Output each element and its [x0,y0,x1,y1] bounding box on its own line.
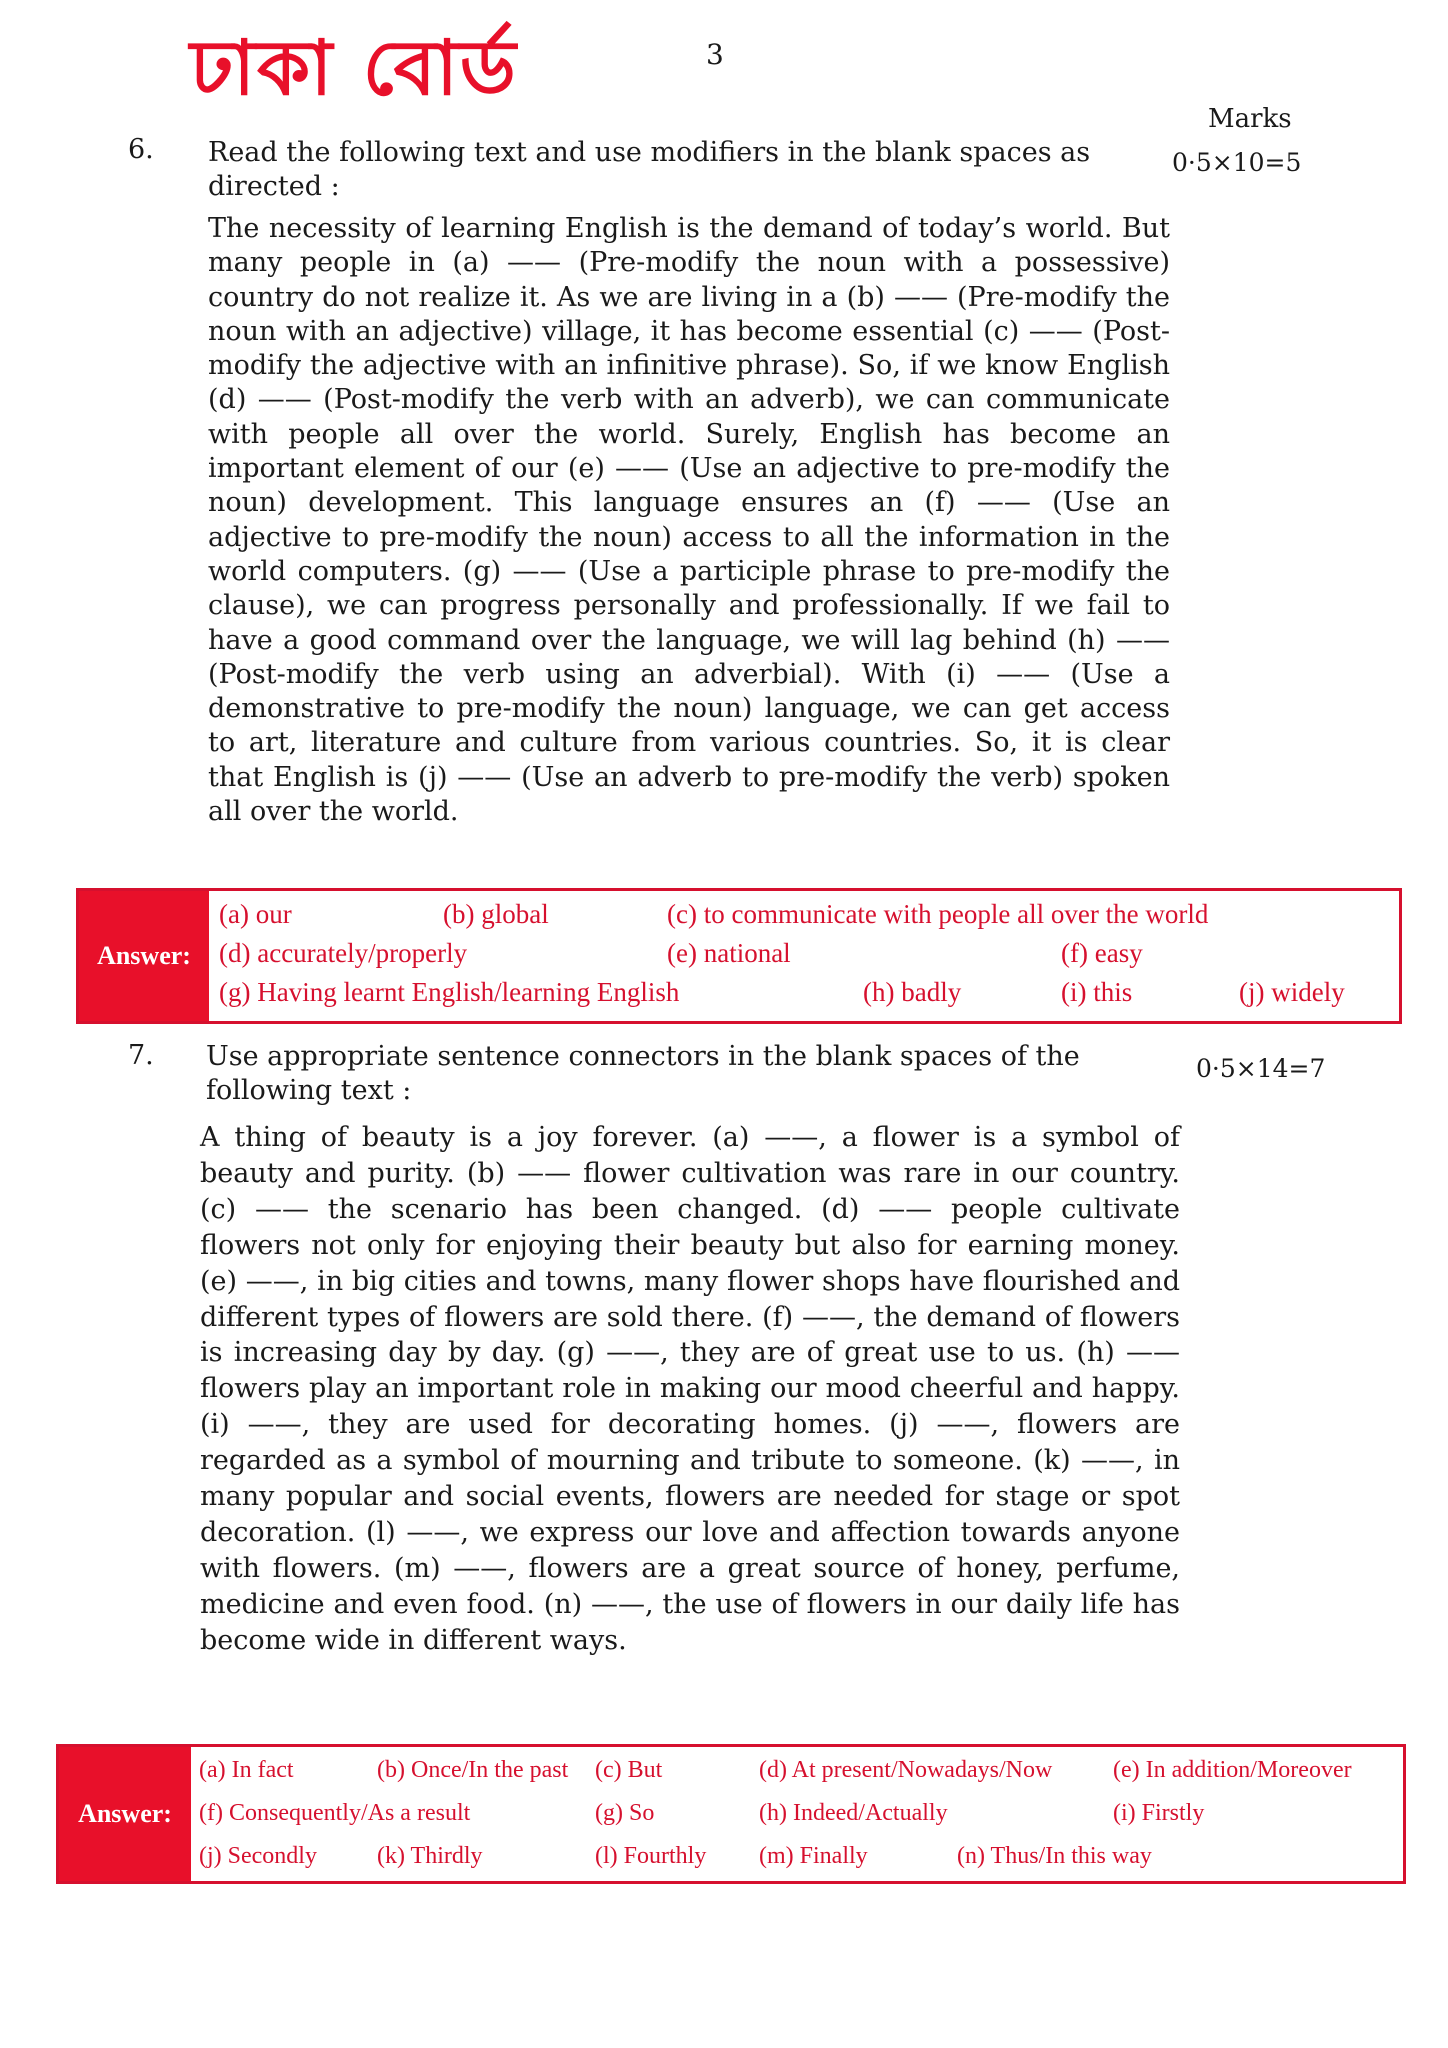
q6-answer-f: (f) easy [1061,938,1143,968]
q7-answer-m: (m) Finally [759,1843,868,1869]
q7-marks: 0·5×14=7 [1196,1054,1326,1083]
q7-answer-label: Answer: [59,1747,191,1881]
q7-number: 7. [128,1040,154,1071]
marks-heading: Marks [1208,104,1292,134]
q6-answer-d: (d) accurately/properly [219,938,468,968]
q7-answer-n: (n) Thus/In this way [957,1843,1152,1869]
q7-answer-l: (l) Fourthly [595,1843,707,1869]
q6-answer-label: Answer: [79,891,209,1021]
q7-answer-j: (j) Secondly [199,1843,317,1869]
q6-answer-i: (i) this [1061,977,1133,1007]
q6-number: 6. [128,134,154,165]
q6-instruction: Read the following text and use modifiers in the blank spaces as directed : [208,137,1091,202]
q7-passage [200,1120,1180,1659]
q6-marks: 0·5×10=5 [1172,148,1302,177]
page-number: 3 [706,38,724,71]
q7-answer-k: (k) Thirdly [377,1843,483,1869]
q7-answer-d: (d) At present/Nowadays/Now [759,1757,1053,1783]
q7-answer-b: (b) Once/In the past [377,1757,569,1783]
q7-answer-h: (h) Indeed/Actually [759,1800,948,1826]
q6-answer-h: (h) badly [863,977,962,1007]
q7-instruction: Use appropriate sentence connectors in the blank spaces of the following text : [206,1041,1080,1106]
q7-answer-box [56,1744,1406,1884]
q7-answer-g: (g) So [595,1800,655,1826]
board-logo-text: ঢাকা বোর্ড [190,23,518,112]
q6-answer-b: (b) global [443,899,549,929]
q6-answer-e: (e) national [667,938,791,968]
q7-passage-text: A thing of beauty is a joy forever. (a) ——, a flower is a symbol of beauty and purity. (b) —— flower cultivation was rare in our country. (c) —— the scenario has been changed. (d) —— people cultivate flowers not only for enjoying their beauty but also for earning money. (e) ——, in big cities and towns, many flower shops have flourished and different types of flowers are sold there. (f) ——, the demand of flowers is increasing day by day. (g) ——, they are of great use to us. (h) —— flowers play an important role in making our mood cheerful and happy. (i) ——, they are used for decorating homes. (j) ——, flowers are regarded as a symbol of mourning and tribute to someone. (k) ——, in many popular and social events, flowers are needed for stage or spot decoration. (l) ——, we express our love and affection towards anyone with flowers. (m) ——, flowers are a great source of honey, perfume, medicine and even food. (n) ——, the use of flowers in our daily life has become wide in different ways. [200,1122,1180,1656]
q6-passage [208,212,1170,829]
q7-answer-e: (e) In addition/Moreover [1113,1757,1352,1783]
q7-answer-a: (a) In fact [199,1757,294,1783]
q6-answer-c: (c) to communicate with people all over the world [667,899,1209,929]
q6-passage-text: The necessity of learning English is the demand of today’s world. But many people in (a) —— (Pre-modify the noun with a possessive) country do not realize it. As we are living in a (b) —— (Pre-modify the noun with an adjective) village, it has become essential (c) —— (Post-modify the adjective with an infinitive phrase). So, if we know English (d) —— (Post-modify the verb with an adverb), we can communicate with people all over the world. Surely, English has become an important element of our (e) —— (Use an adjective to pre-modify the noun) development. This language ensures an (f) —— (Use an adjective to pre-modify the noun) access to all the information in the world computers. (g) —— (Use a participle phrase to pre-modify the clause), we can progress personally and professionally. If we fail to have a good command over the language, we will lag behind (h) —— (Post-modify the verb using an adverbial). With (i) —— (Use a demonstrative to pre-modify the noun) language, we can get access to art, literature and culture from various countries. So, it is clear that English is (j) —— (Use an adverb to pre-modify the verb) spoken all over the world. [208,213,1170,828]
q6-answer-j: (j) widely [1239,977,1345,1007]
q7-answer-f: (f) Consequently/As a result [199,1800,471,1826]
q6-answer-g: (g) Having learnt English/learning English [219,977,680,1007]
q6-answer-box [76,888,1402,1024]
q6-answer-a: (a) our [219,899,292,929]
q7-answer-c: (c) But [595,1757,663,1783]
q7-answer-i: (i) Firstly [1113,1800,1205,1826]
